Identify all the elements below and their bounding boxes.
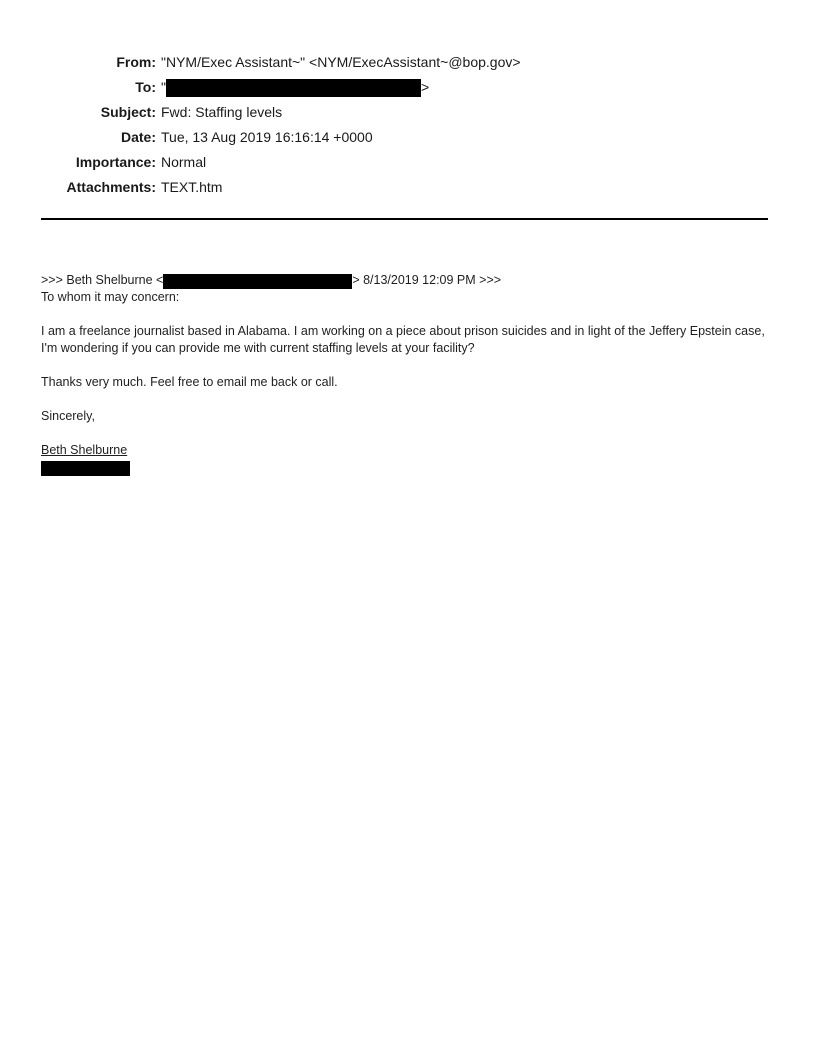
attachments-label: Attachments: — [66, 179, 156, 195]
header-row-importance — [40, 150, 770, 175]
redaction-bar-sender-email — [163, 274, 352, 289]
from-value: "NYM/Exec Assistant~" <NYM/ExecAssistant~@bop.gov> — [161, 54, 521, 70]
header-separator-rule — [41, 218, 768, 220]
blank-line — [41, 306, 772, 323]
subject-value: Fwd: Staffing levels — [161, 104, 283, 120]
closing-line: Sincerely, — [41, 409, 95, 423]
from-label: From: — [116, 54, 156, 70]
attachments-value: TEXT.htm — [161, 179, 223, 195]
importance-value: Normal — [161, 154, 207, 170]
blank-line — [41, 391, 772, 408]
redaction-bar-signature-contact — [41, 461, 130, 476]
salutation-line: To whom it may concern: — [41, 290, 180, 304]
header-row-to — [40, 75, 770, 100]
email-header — [40, 50, 770, 200]
body-paragraph-1: I am a freelance journalist based in Alabama. I am working on a piece about prison suicides and in light of the Jeffery Epstein case, I'm wondering if you can provide me with current staffing levels at your facility? — [41, 324, 765, 355]
to-label: To: — [135, 79, 156, 95]
importance-label: Importance: — [75, 154, 156, 170]
blank-line — [41, 357, 772, 374]
subject-label: Subject: — [100, 104, 156, 120]
blank-line — [41, 425, 772, 442]
date-value: Tue, 13 Aug 2019 16:16:14 +0000 — [161, 129, 373, 145]
redaction-bar-to-address — [166, 79, 421, 97]
header-row-from — [40, 50, 770, 75]
date-label: Date: — [120, 129, 156, 145]
to-value-prefix: " — [161, 79, 166, 95]
email-body — [41, 272, 772, 478]
to-value-suffix: > — [420, 79, 430, 95]
quoted-message-header-line — [41, 272, 772, 289]
signature-name-line — [41, 442, 772, 459]
quote-prefix: >>> Beth Shelburne < — [41, 273, 164, 287]
to-value — [161, 75, 429, 100]
header-row-subject — [40, 100, 770, 125]
header-row-date — [40, 125, 770, 150]
signature-name: Beth Shelburne — [41, 443, 128, 457]
body-paragraph-2: Thanks very much. Feel free to email me back or call. — [41, 375, 338, 389]
header-row-attachments — [40, 175, 770, 200]
quote-suffix: > 8/13/2019 12:09 PM >>> — [352, 273, 502, 287]
